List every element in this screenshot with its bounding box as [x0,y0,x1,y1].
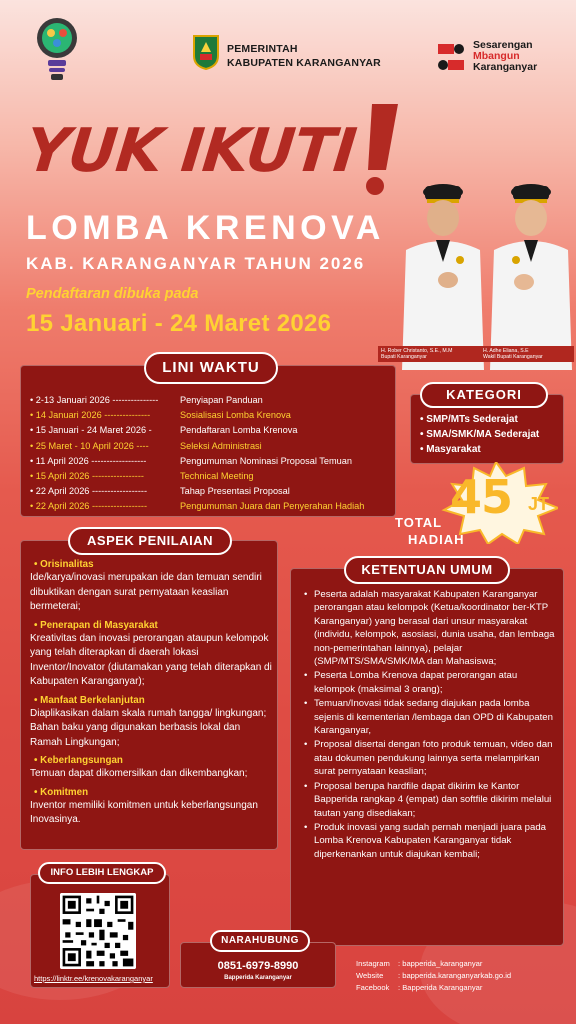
category-label: Masyarakat [426,444,481,455]
category-item: • Masyarakat [420,444,481,455]
linktree-link[interactable]: https://linktr.ee/krenovakaranganyar [34,974,153,983]
rules-item: • Proposal disertai dengan foto produk temuan, video dan atau dokumen pendukung lainnya serta melampirkan surat pernyataan keaslian; [302,738,556,778]
social-facebook[interactable] [356,982,511,994]
brand-logo-icon [434,40,468,74]
timeline-item: • 2-13 Januari 2026 --------------- Penyiapan Panduan [30,393,394,408]
brand-slogan [473,40,537,73]
brand-line-2: Mbangun [473,50,520,62]
government-crest-icon [192,34,220,70]
social-label: Instagram [356,959,390,968]
timeline-event: Pengumuman Juara dan Penyerahan Hadiah [180,501,365,512]
hero-region: KAB. KARANGANYAR TAHUN 2026 [26,254,366,273]
timeline-item: • 15 Januari - 24 Maret 2026 - Pendaftaran Lomba Krenova [30,423,394,438]
assessment-body: Diaplikasikan dalam skala rumah tangga/ lingkungan; Bahan baku yang digunakan berbasis lokal dan Ramah Lingkungan; [30,707,267,748]
official-caption-1 [378,346,480,362]
timeline-date: 25 Maret - 10 April 2026 ---- [35,440,149,451]
social-value: : bapperida.karanganyarkab.go.id [398,971,512,980]
brand-line-3: Karanganyar [473,61,538,73]
rules-item: • Temuan/Inovasi tidak sedang diajukan pada lomba sejenis di kementerian /lembaga dan OPD di Kabupaten Karanganyar, [302,697,556,737]
government-name [227,42,381,70]
official-photo-wakil-bupati [486,180,576,370]
timeline-date: 22 April 2026 ------------------ [35,486,148,497]
timeline-item: • 22 April 2026 ------------------ Tahap Presentasi Proposal [30,484,394,499]
rules-item: • Peserta adalah masyarakat Kabupaten Karanganyar perorangan atau kelompok (Ketua/koordinator ber-KTP Karanganyar) yang berasal dari unsur masyarakat (individu, kelompok, asosiasi, dunia usaha, dan lembaga non-pemerintahan lainnya), pelajar (SMP/MTS/SMA/SMK/MA dan Mahasiswa; [302,588,556,668]
brand-line-1: Sesarengan [473,39,533,51]
social-website[interactable] [356,970,511,982]
rules-title: KETENTUAN UMUM [344,556,510,584]
assessment-heading: • Keberlangsungan [30,754,274,767]
social-value: : bapperida_karanganyar [398,959,483,968]
contact-title: NARAHUBUNG [210,930,310,952]
social-value: : Bapperida Karanganyar [398,983,483,992]
assessment-body: Inventor memiliki komitmen untuk keberlangsungan Inovasinya. [30,799,258,825]
timeline-date: 22 April 2026 ------------------ [35,501,148,512]
rules-item: • Proposal berupa hardfile dapat dikirim ke Kantor Bapperida rangkap 4 (empat) dan softfile dikirim melalui tautan yang disediakan; [302,780,556,820]
social-instagram[interactable] [356,958,511,970]
bulb-logo-icon [34,12,80,90]
assessment-list [30,558,274,832]
category-item: • SMP/MTs Sederajat [420,414,518,425]
social-media-list [356,958,511,994]
timeline-item: • 11 April 2026 ------------------ Pengumuman Nominasi Proposal Temuan [30,454,394,469]
timeline-date: 2-13 Januari 2026 --------------- [35,395,159,405]
official-photo-bupati [398,180,488,370]
timeline-item: • 15 April 2026 ----------------- Technical Meeting [30,469,394,484]
timeline-list [30,393,394,515]
qr-code-icon[interactable] [60,893,136,969]
prize-amount: 45 [450,470,513,524]
timeline-event: Seleksi Administrasi [180,440,262,451]
assessment-body: Ide/karya/inovasi merupakan ide dan temuan sendiri dibuktikan dengan surat pernyataan keaslian bermeterai; [30,572,262,612]
assessment-title: ASPEK PENILAIAN [68,527,232,555]
category-label: SMA/SMK/MA Sederajat [426,429,540,440]
category-label: SMP/MTs Sederajat [426,414,518,425]
assessment-heading: • Komitmen [30,786,274,799]
timeline-event: Pengumuman Nominasi Proposal Temuan [180,455,352,466]
timeline-item: • 22 April 2026 ------------------ Pengumuman Juara dan Penyerahan Hadiah [30,499,394,514]
timeline-title: LINI WAKTU [144,352,278,384]
timeline-date: 14 Januari 2026 --------------- [35,410,151,421]
social-label: Website [356,971,384,980]
timeline-event: Pendaftaran Lomba Krenova [180,425,298,436]
category-item: • SMA/SMK/MA Sederajat [420,429,540,440]
timeline-event: Sosialisasi Lomba Krenova [180,410,291,421]
category-list [420,412,562,457]
prize-label-total: TOTAL [395,515,443,530]
timeline-event: Tahap Presentasi Proposal [180,486,290,497]
contact-org: Bapperida Karanganyar [224,975,292,981]
prize-unit: JT [528,494,550,514]
timeline-item: • 25 Maret - 10 April 2026 ---- Seleksi Administrasi [30,439,394,454]
gov-line-2: KABUPATEN KARANGANYAR [227,57,381,69]
official-name-2: H. Adhe Eliana, S.E [483,348,529,354]
category-title: KATEGORI [420,382,548,408]
timeline-event: Penyiapan Panduan [180,395,263,405]
gov-line-1: PEMERINTAH [227,43,298,55]
assessment-body: Temuan dapat dikomersilkan dan dikembangkan; [30,768,248,779]
prize-label-hadiah: HADIAH [408,532,465,547]
social-label: Facebook [356,983,390,992]
contact-phone[interactable]: 0851-6979-8990 [217,960,299,972]
hero-subtitle: LOMBA KRENOVA [26,209,385,247]
hero-title: YUK IKUTI [22,116,359,186]
timeline-date: 15 Januari - 24 Maret 2026 - [35,425,152,436]
timeline-item: • 14 Januari 2026 --------------- Sosialisasi Lomba Krenova [30,408,394,423]
registration-dates: 15 Januari - 24 Maret 2026 [26,310,332,337]
timeline-event: Technical Meeting [180,471,254,482]
info-title: INFO LEBIH LENGKAP [38,862,166,884]
assessment-body: Kreativitas dan inovasi perorangan ataupun kelompok yang telah diterapkan di daerah lokasi Inventor/Inovator (diutamakan yang telah diterapkan di Kabupaten Karanganyar); [30,632,272,687]
timeline-date: 15 April 2026 ----------------- [35,471,144,482]
assessment-heading: • Orisinalitas [30,558,274,571]
rules-list [302,588,556,862]
registration-label: Pendaftaran dibuka pada [26,286,199,302]
official-role-2: Wakil Bupati Karanganyar [483,354,543,360]
official-caption-2 [480,346,574,362]
official-name-1: H. Rober Christanto, S.E., M.M [381,348,453,354]
official-role-1: Bupati Karanganyar [381,354,427,360]
assessment-heading: • Penerapan di Masyarakat [30,619,274,632]
rules-item: • Peserta Lomba Krenova dapat perorangan atau kelompok (maksimal 3 orang); [302,669,556,696]
assessment-heading: • Manfaat Berkelanjutan [30,694,274,707]
rules-item: • Produk inovasi yang sudah pernah menjadi juara pada Lomba Krenova Kabupaten Karanganyar tidak diperkenankan untuk diajukan kembali; [302,821,556,861]
timeline-date: 11 April 2026 ------------------ [35,455,147,466]
